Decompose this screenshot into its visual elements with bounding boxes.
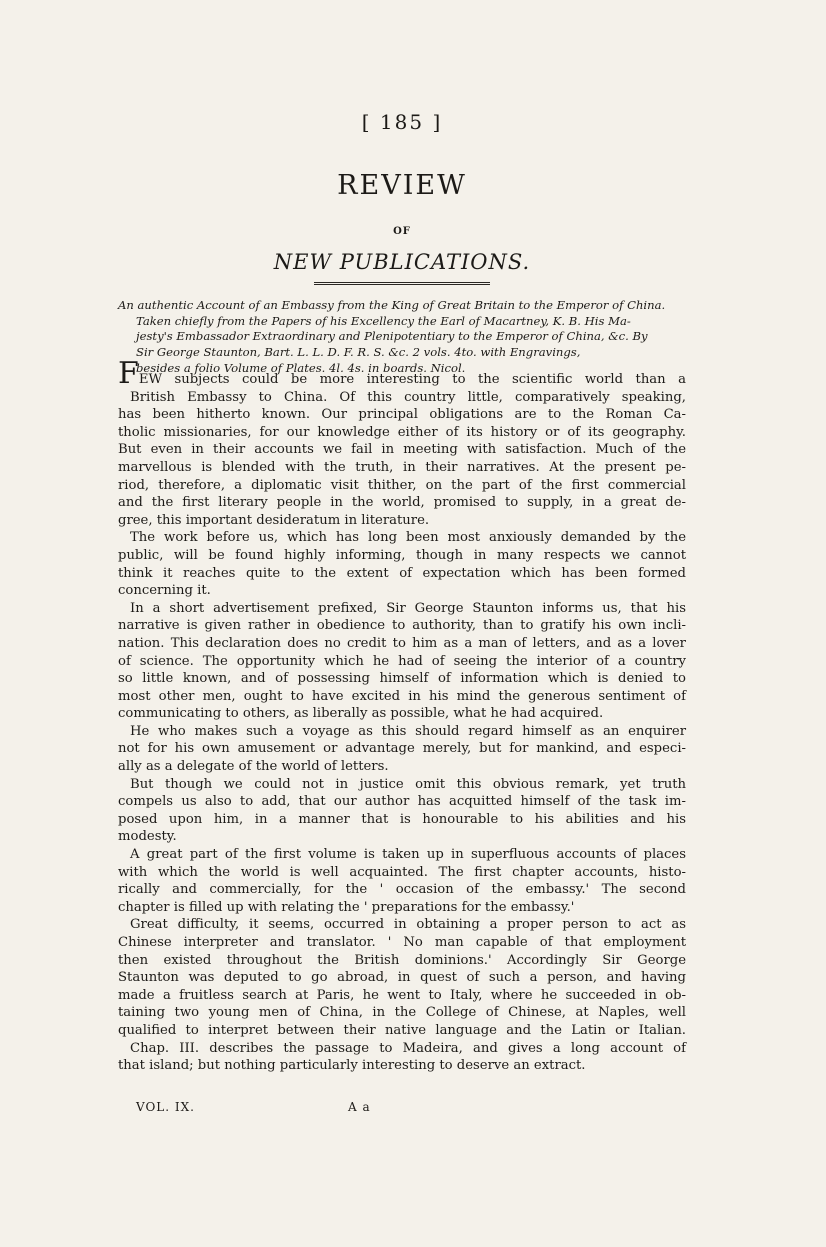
body-line: ally as a delegate of the world of letters.: [118, 759, 389, 775]
drop-cap: F: [118, 356, 139, 391]
body-line: qualified to interpret between their native language and the Latin or Italian.: [118, 1022, 686, 1038]
body-line: British Embassy to China. Of this country little, comparatively speaking,: [130, 389, 686, 405]
body-line: posed upon him, in a manner that is honourable to his abilities and his: [118, 811, 686, 827]
body-line: think it reaches quite to the extent of expectation which has been formed: [118, 565, 686, 581]
body-line: taining two young men of China, in the College of Chinese, at Naples, well: [118, 1005, 686, 1021]
body-line: But even in their accounts we fail in meeting with satisfaction. Much of the: [118, 442, 686, 458]
body-line: has been hitherto known. Our principal obligations are to the Roman Ca-: [118, 407, 686, 423]
volume-number: VOL. IX.: [136, 1100, 195, 1114]
citation-line: Sir George Staunton, Bart. L. L. D. F. R. S. &c. 2 vols. 4to. with Engravings,: [136, 345, 581, 360]
body-line: compels us also to add, that our author has acquitted himself of the task im-: [118, 794, 686, 810]
body-line: Staunton was deputed to go abroad, in quest of such a person, and having: [118, 970, 686, 986]
body-line: and the first literary people in the world, promised to supply, in a great de-: [118, 495, 686, 511]
body-line: The work before us, which has long been most anxiously demanded by the: [130, 530, 686, 546]
body-line: not for his own amusement or advantage merely, but for mankind, and especi-: [118, 741, 686, 757]
body-line: In a short advertisement prefixed, Sir George Staunton informs us, that his: [130, 600, 686, 616]
body-line: nation. This declaration does no credit to him as a man of letters, and as a lover: [118, 635, 686, 651]
body-line: public, will be found highly informing, though in many respects we cannot: [118, 547, 686, 563]
citation-line: An authentic Account of an Embassy from the King of Great Britain to the Emperor of China.: [118, 298, 666, 312]
section-title: REVIEW: [337, 170, 467, 201]
section-of: OF: [393, 226, 411, 237]
body-line: tholic missionaries, for our knowledge either of its history or of its geography.: [118, 424, 686, 440]
body-line: then existed throughout the British dominions.' Accordingly Sir George: [118, 952, 686, 968]
body-line: communicating to others, as liberally as possible, what he had acquired.: [118, 706, 604, 722]
title-rule: [314, 282, 490, 285]
body-line: made a fruitless search at Paris, he went to Italy, where he succeeded in ob-: [118, 987, 686, 1003]
body-line: narrative is given rather in obedience to authority, than to gratify his own incli-: [118, 618, 686, 634]
citation-line: Taken chiefly from the Papers of his Excellency the Earl of Macartney, K. B. His Ma-: [136, 313, 631, 328]
citation-line: besides a folio Volume of Plates. 4l. 4s. in boards. Nicol.: [136, 360, 466, 375]
body-line-text: EW subjects could be more interesting to the scientific world than a: [138, 372, 686, 387]
body-line: Chinese interpreter and translator. ' No man capable of that employment: [118, 935, 686, 950]
page-footer: [136, 1100, 436, 1114]
body-line: most other men, ought to have excited in his mind the generous sentiment of: [118, 688, 686, 704]
book-citation: [118, 298, 686, 377]
section-subtitle: NEW PUBLICATIONS.: [273, 250, 531, 274]
body-line: concerning it.: [118, 583, 211, 599]
body-line: with which the world is well acquainted. The first chapter accounts, histo-: [118, 864, 686, 880]
page-number: [ 185 ]: [361, 110, 443, 134]
body-line: He who makes such a voyage as this should regard himself as an enquirer: [130, 723, 686, 739]
body-line: Chap. III. describes the passage to Madeira, and gives a long account of: [130, 1040, 686, 1056]
body-line: chapter is filled up with relating the ' preparations for the embassy.': [118, 899, 575, 915]
body-line: marvellous is blended with the truth, in their narratives. At the present pe-: [118, 459, 686, 475]
body-line: rically and commercially, for the ' occasion of the embassy.' The second: [118, 882, 686, 898]
body-line: so little known, and of possessing himself of information which is denied to: [118, 671, 686, 687]
body-line: A great part of the first volume is taken up in superfluous accounts of places: [130, 847, 686, 863]
body-line: gree, this important desideratum in literature.: [118, 512, 430, 528]
body-line: of science. The opportunity which he had of seeing the interior of a country: [118, 653, 686, 669]
body-line: riod, therefore, a diplomatic visit thither, on the part of the first commercial: [118, 477, 686, 493]
body-line: modesty.: [118, 829, 177, 845]
body-line: that island; but nothing particularly interesting to deserve an extract.: [118, 1058, 586, 1074]
body-line: Great difficulty, it seems, occurred in obtaining a proper person to act as: [130, 917, 686, 933]
citation-line: jesty's Embassador Extraordinary and Plenipotentiary to the Emperor of China, &c. By: [136, 329, 648, 344]
printed-page: [118, 0, 686, 1247]
signature-mark: A a: [348, 1100, 371, 1114]
body-line: But though we could not in justice omit this obvious remark, yet truth: [130, 776, 686, 792]
